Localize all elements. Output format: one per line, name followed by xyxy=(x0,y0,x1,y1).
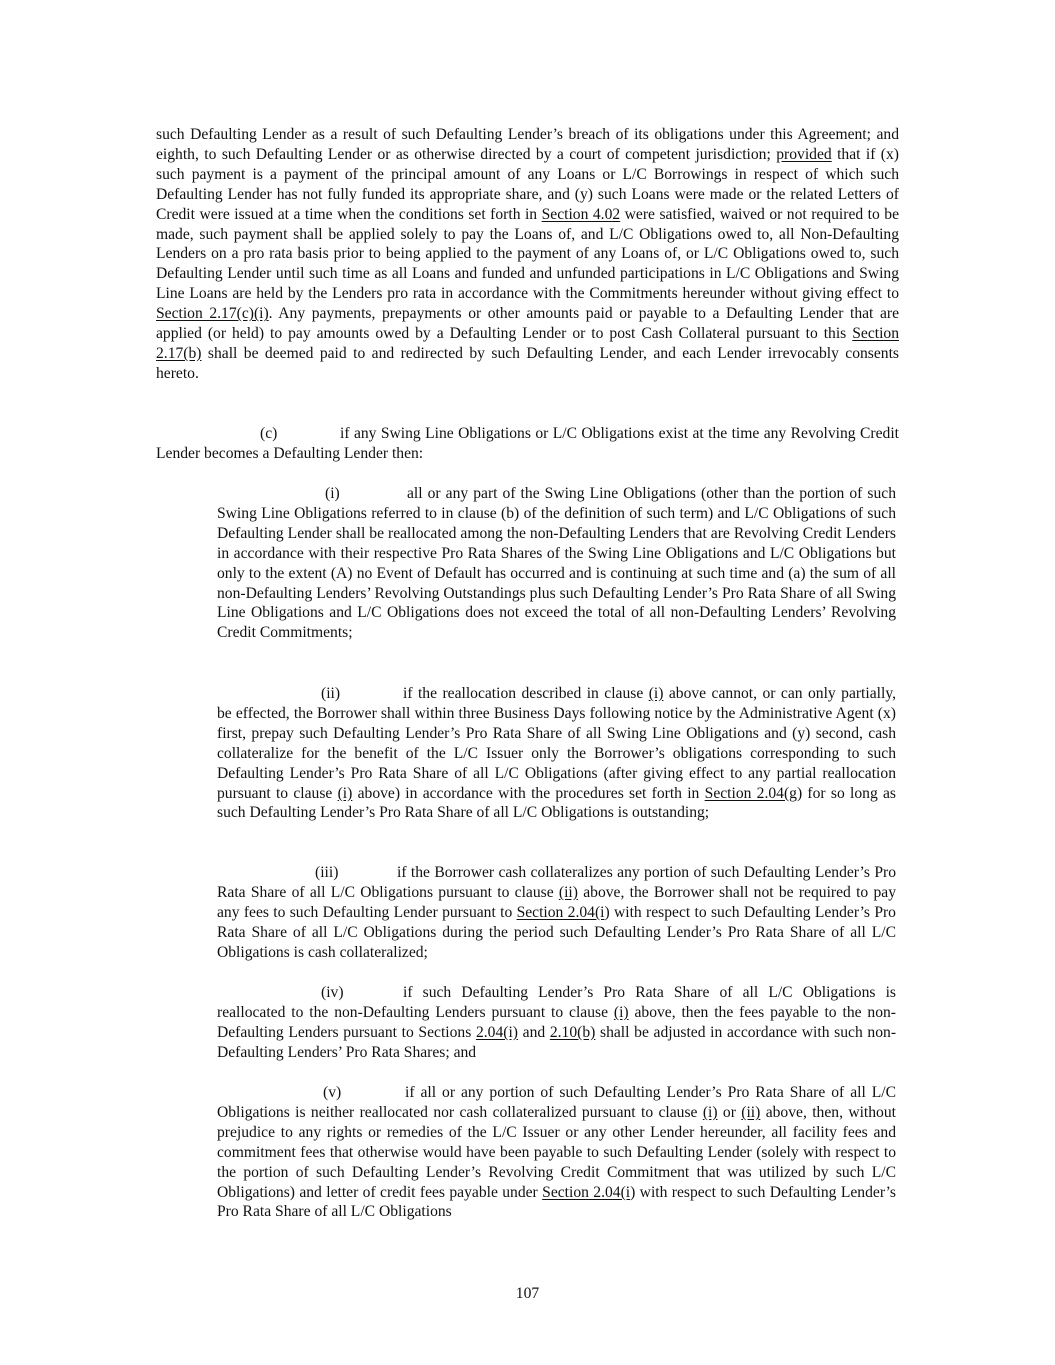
section-ref-2-04-i: Section 2.04(i xyxy=(516,903,605,921)
section-ref-2-17-b: Section 2.17(b) xyxy=(156,325,899,362)
clause-ref-ii: (ii) xyxy=(558,883,578,901)
subclause-i-label: (i) xyxy=(325,485,340,502)
subclause-iv-text-3: and xyxy=(517,1023,550,1041)
subclause-v-text-3: above, then, without prejudice to any rights or remedies of the L/C Issuer or any other Lender hereunder, all facility fees and commitment fees that otherwise would have been payable to such Defaulting Lender (solely with respect to the portion of such Defaulting Lender’s Revolving Credit Commitment that was utilized by such L/C Obligations) and letter of credit fees payable under xyxy=(217,1103,896,1201)
clause-c-label: (c) xyxy=(260,425,278,442)
subclause-v-text-4: ) with respect to such Defaulting Lender’s Pro Rata Share of all L/C Obligations xyxy=(217,1183,896,1221)
clause-ref-i: (i) xyxy=(337,784,353,802)
section-ref-2-04-i: Section 2.04(i xyxy=(542,1183,631,1201)
page-number: 107 xyxy=(515,1285,540,1302)
intro-text-1: such Defaulting Lender as a result of such Defaulting Lender’s breach of its obligations under this Agreement; and eighth, to such Defaulting Lender or as otherwise directed by a court of competent jurisdiction; xyxy=(156,126,899,163)
intro-text-3: were satisfied, waived or not required to be made, such payment shall be applied solely to pay the Loans of, and L/C Obligations owed to, all Non-Defaulting Lenders on a pro rata basis prior to being applied to the payment of any Loans of, or L/C Obligations owed to, such Defaulting Lender until such time as all Loans and funded and unfunded participations in L/C Obligations and Swing Line Loans are held by the Lenders pro rata in accordance with the Commitments hereunder without giving effect to xyxy=(156,205,900,303)
clause-c-text: if any Swing Line Obligations or L/C Obligations exist at the time any Revolving Credit Lender becomes a Defaulting Lender then: xyxy=(156,425,899,462)
section-ref-2-04-i: 2.04(i) xyxy=(475,1023,518,1041)
subclause-iv-label: (iv) xyxy=(321,984,344,1001)
subclause-v-label: (v) xyxy=(323,1084,342,1101)
section-ref-2-10-b: 2.10(b) xyxy=(549,1023,596,1041)
paragraph-intro xyxy=(156,125,899,384)
intro-text-2: that if (x) such payment is a payment of the principal amount of any Loans or L/C Borrowings in respect of which such Defaulting Lender has not fully funded its appropriate share, and (y) such Loans were made or the related Letters of Credit were issued at a time when the conditions set forth in xyxy=(156,145,899,223)
clause-ref-ii: (ii) xyxy=(741,1103,761,1121)
subclause-ii-text-1: if the reallocation described in clause xyxy=(403,685,649,702)
subclause-iii-text-2: above, the Borrower shall not be required to pay any fees to such Defaulting Lender pursuant to xyxy=(217,883,896,921)
subclause-i xyxy=(217,484,896,643)
subclause-ii-text-3: above) in accordance with the procedures set forth in xyxy=(352,784,705,802)
subclause-i-text: all or any part of the Swing Line Obligations (other than the portion of such Swing Line Obligations referred to in clause (b) of the definition of such term) and L/C Obligations of such Defaulting Lender shall be reallocated among the non-Defaulting Lenders that are Revolving Credit Lenders in accordance with their respective Pro Rata Shares of the Swing Line Obligations and L/C Obligations but only to the extent (A) no Event of Default has occurred and is continuing at such time and (a) the sum of all non-Defaulting Lenders’ Revolving Outstandings plus such Defaulting Lender’s Pro Rata Share of all Swing Line Obligations and L/C Obligations does not exceed the total of all non-Defaulting Lenders’ Revolving Credit Commitments; xyxy=(217,485,896,642)
intro-text-5: shall be deemed paid to and redirected by such Defaulting Lender, and each Lender irrevocably consents hereto. xyxy=(156,344,899,382)
clause-ref-i: (i) xyxy=(702,1103,718,1121)
subclause-v xyxy=(217,1083,896,1222)
subclause-iv xyxy=(217,983,896,1063)
subclause-iii-text-1: if the Borrower cash collateralizes any portion of such Defaulting Lender’s Pro Rata Share of all L/C Obligations pursuant to clause xyxy=(217,864,896,901)
section-ref-2-17-c-i: Section 2.17(c)(i) xyxy=(156,305,269,323)
section-ref-4-02: Section 4.02 xyxy=(541,205,621,223)
provided-term: provided xyxy=(776,145,832,163)
subclause-iv-text-1: if such Defaulting Lender’s Pro Rata Share of all L/C Obligations is reallocated to the non-Defaulting Lenders pursuant to clause xyxy=(217,984,896,1021)
subclause-ii xyxy=(217,684,896,823)
intro-text-4: . Any payments, prepayments or other amounts paid or payable to a Defaulting Lender that are applied (or held) to pay amounts owed by a Defaulting Lender or to post Cash Collateral pursuant to this xyxy=(156,305,899,343)
subclause-iii xyxy=(217,863,896,963)
subclause-v-text-1: if all or any portion of such Defaulting Lender’s Pro Rata Share of all L/C Obligations is neither reallocated nor cash collateralized pursuant to clause xyxy=(217,1084,896,1121)
subclause-iv-text-2: above, then the fees payable to the non-Defaulting Lenders pursuant to Sections xyxy=(217,1003,896,1041)
clause-ref-i: (i) xyxy=(648,685,664,702)
clause-c xyxy=(156,424,899,464)
subclause-iii-label: (iii) xyxy=(315,864,339,881)
subclause-v-text-2: or xyxy=(717,1103,742,1121)
subclause-iii-text-3: ) with respect to such Defaulting Lender’s Pro Rata Share of all L/C Obligations during the period such Defaulting Lender’s Pro Rata Share of all L/C Obligations is cash collateralized; xyxy=(217,903,896,961)
subclause-ii-label: (ii) xyxy=(321,685,341,702)
subclause-iv-text-4: shall be adjusted in accordance with such non-Defaulting Lenders’ Pro Rata Shares; and xyxy=(217,1023,897,1061)
subclause-ii-text-4: ) for so long as such Defaulting Lender’s Pro Rata Share of all L/C Obligations is outstanding; xyxy=(217,784,896,822)
section-ref-2-04-g: Section 2.04(g xyxy=(704,784,797,802)
clause-ref-i: (i) xyxy=(613,1003,629,1021)
subclause-ii-text-2: above cannot, or can only partially, be effected, the Borrower shall within three Business Days following notice by the Administrative Agent (x) first, prepay such Defaulting Lender’s Pro Rata Share of all Swing Line Obligations and (y) second, cash collateralize for the benefit of the L/C Issuer only the Borrower’s obligations corresponding to such Defaulting Lender’s Pro Rata Share of all L/C Obligations (after giving effect to any partial reallocation pursuant to clause xyxy=(217,685,896,802)
